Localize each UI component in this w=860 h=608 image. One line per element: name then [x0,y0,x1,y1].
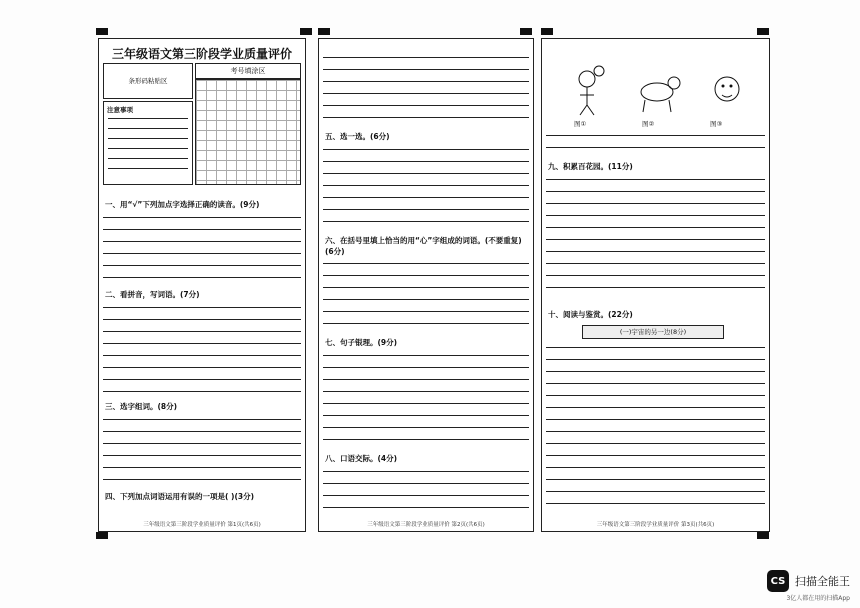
exam-number-grid[interactable]: 考号填涂区 [195,63,301,185]
barcode-area: 条形码粘贴区 [103,63,193,99]
registration-mark [520,28,532,35]
picture-label: 图① [574,120,587,128]
page-column-2 [318,38,534,532]
registration-mark [300,28,312,35]
registration-mark [541,28,553,35]
scanner-watermark [767,570,850,592]
exam-title: 三年级语文第三阶段学业质量评价 [111,47,292,61]
registration-mark [96,532,108,539]
section-2-header: 二、看拼音，写词语。(7分) [105,290,200,299]
registration-mark [96,28,108,35]
section-6-header: 六、在括号里填上恰当的用“心”字组成的词语。(不要重复)(6分) [325,236,522,256]
registration-mark [318,28,330,35]
page-footer: 三年级语文第三阶段学业质量评价 第3页(共6页) [596,522,715,528]
brand-tagline: 3亿人都在用的扫描App [786,595,850,602]
instructions-box: 注意事项 [103,101,193,185]
page-column-1 [98,38,306,532]
section-3-header: 三、选字组词。(8分) [105,402,178,411]
camscanner-logo-icon: CS [767,570,789,592]
section-1-header: 一、用“√”下列加点字选择正确的读音。(9分) [105,200,260,209]
registration-mark [757,28,769,35]
section-4-header: 四、下列加点词语运用有误的一项是( )(3分) [105,492,255,501]
section-9-header: 九、积累百花园。(11分) [548,162,633,171]
section-10-header: 十、阅读与鉴赏。(22分) [548,310,633,319]
registration-mark [757,532,769,539]
brand-name: 扫描全能王 [795,575,850,588]
picture-label: 图③ [710,120,723,128]
section-8-header: 八、口语交际。(4分) [325,454,398,463]
picture-label: 图② [642,120,655,128]
section-5-header: 五、选一选。(6分) [325,132,390,141]
page-footer: 三年级语文第三阶段学业质量评价 第2页(共6页) [367,522,485,528]
section-7-header: 七、句子银理。(9分) [325,338,398,347]
page-footer: 三年级语文第三阶段学业质量评价 第1页(共6页) [143,522,261,528]
illustration-icon [562,57,752,117]
page-column-3 [541,38,770,532]
reading-subtitle-box: (一)宇宙的另一边(8分) [582,325,724,339]
bubble-grid[interactable] [195,79,301,185]
